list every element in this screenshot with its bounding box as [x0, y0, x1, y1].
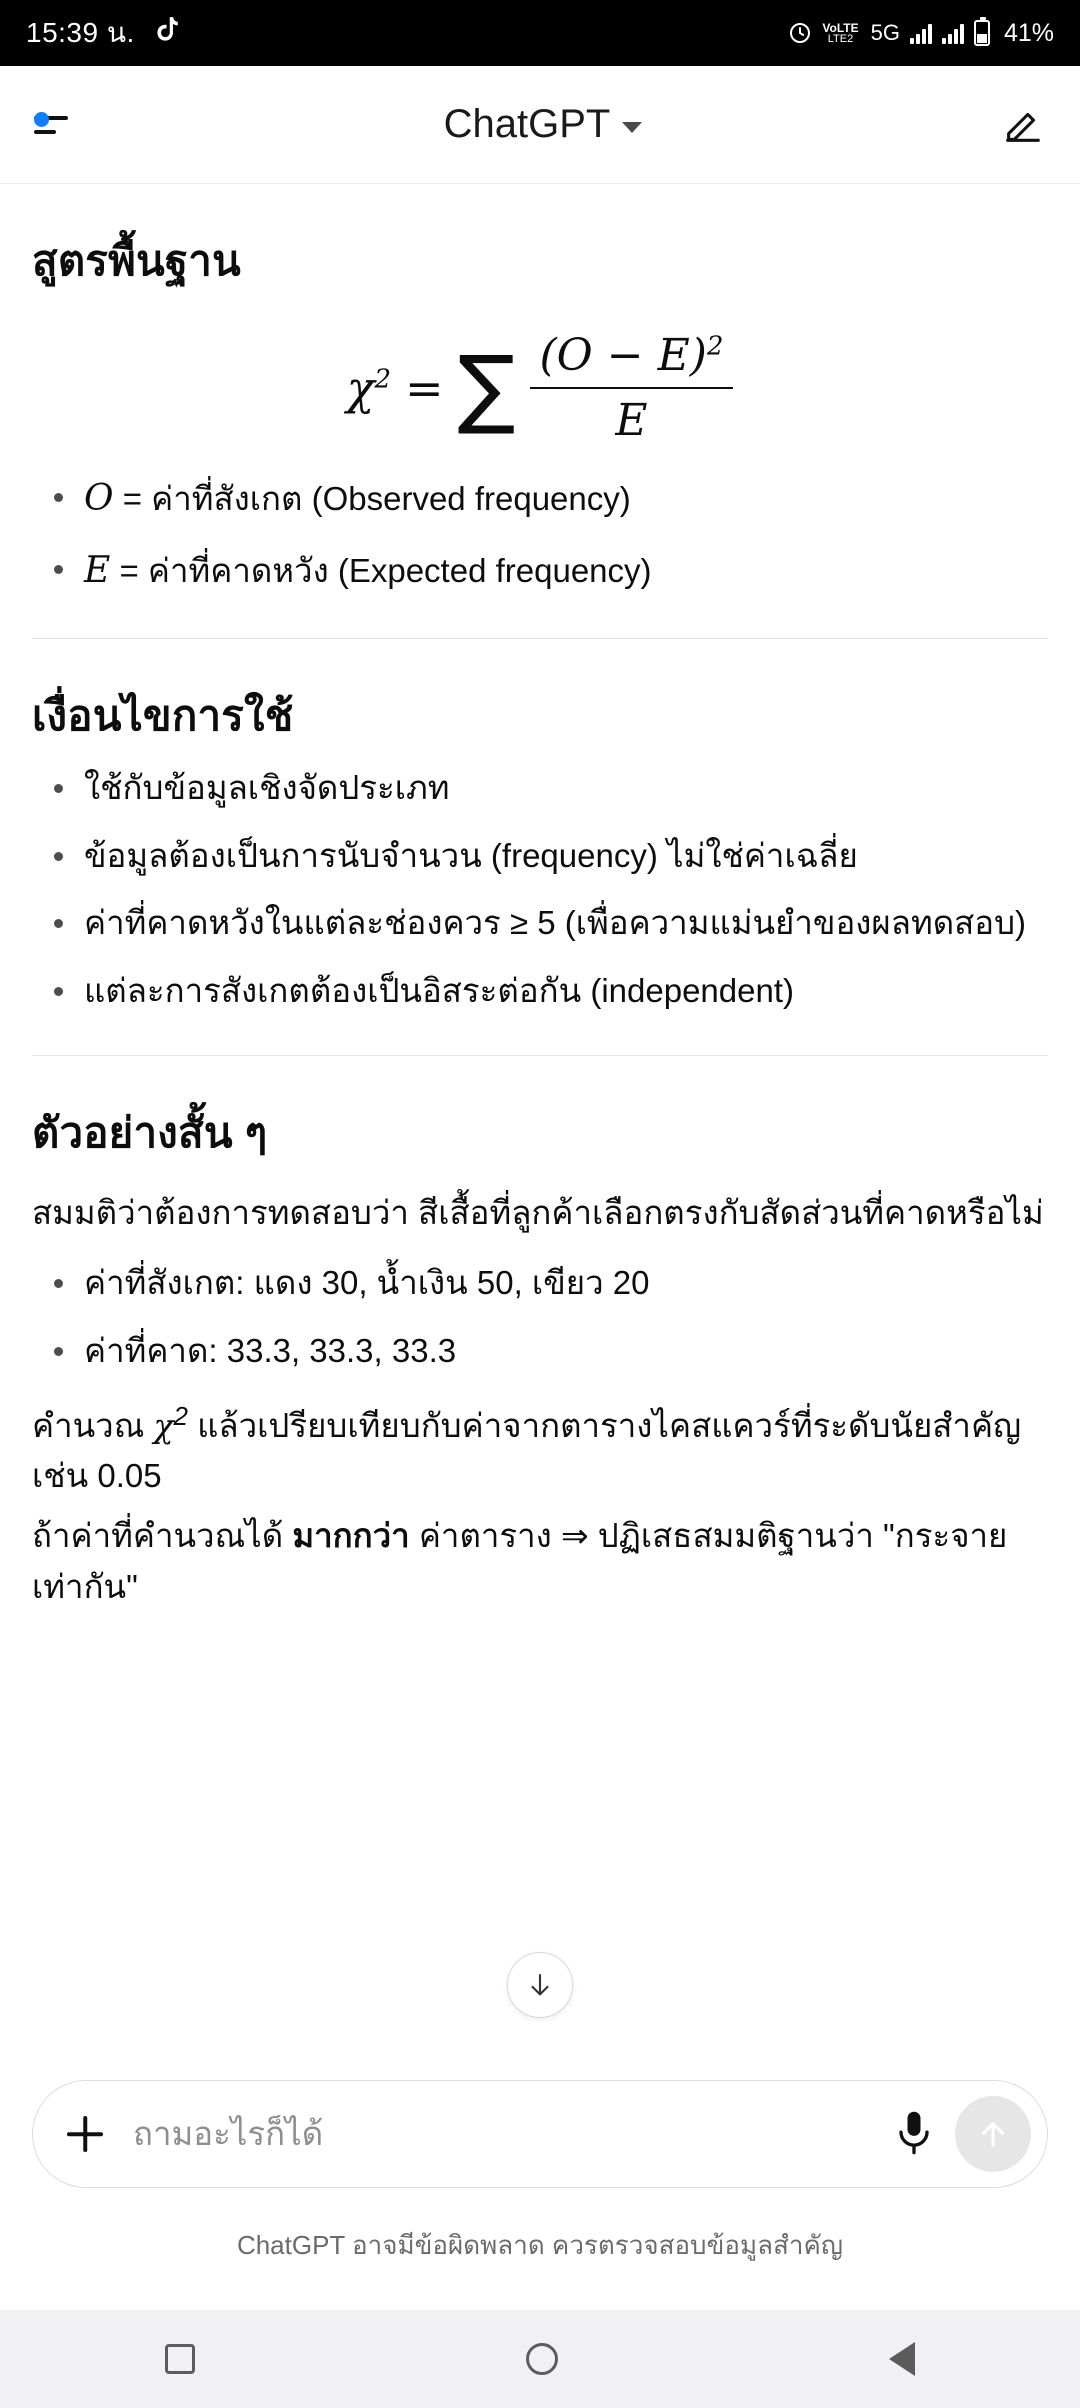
chi-symbol: χ: [153, 1406, 174, 1446]
status-bar: [0, 0, 1080, 66]
microphone-icon[interactable]: [891, 2108, 937, 2160]
volte-indicator: [822, 22, 858, 45]
recents-square-icon[interactable]: [165, 2344, 195, 2374]
divider: [32, 638, 1048, 639]
conditions-list: [32, 763, 1048, 1015]
chi-square-formula: [32, 330, 1048, 446]
status-bar-right: [788, 19, 1054, 48]
closing-2-tail: ค่าตาราง ⇒ ปฏิเสธสมมติฐานว่า "กระจายเท่ากัน": [32, 1517, 1008, 1605]
formula-denominator: E: [615, 395, 648, 446]
closing-2-emphasis: มากกว่า: [292, 1517, 410, 1555]
example-list: [32, 1258, 1048, 1375]
network-type-label: 5G: [870, 20, 900, 45]
definition-text: = ค่าที่คาดหวัง (Expected frequency): [119, 552, 652, 589]
definition-list: [32, 472, 1048, 598]
alarm-icon: [788, 21, 812, 45]
tiktok-icon: [153, 16, 179, 51]
back-triangle-icon[interactable]: [889, 2342, 915, 2376]
system-navigation-bar: [0, 2310, 1080, 2408]
closing-1-tail: แล้วเปรียบเทียบกับค่าจากตารางไคสแควร์ที่ระดับนัยสำคัญ เช่น 0.05: [32, 1407, 1022, 1495]
section-title-conditions: เงื่อนไขการใช้: [32, 692, 294, 739]
definition-symbol: E: [84, 550, 111, 591]
volte-sub: LTE2: [827, 32, 854, 45]
section-title-example: ตัวอย่างสั้น ๆ: [32, 1109, 268, 1156]
send-button[interactable]: [955, 2096, 1031, 2172]
divider: [32, 1055, 1048, 1056]
send-arrow-up-icon: [974, 2115, 1012, 2153]
signal-bars-sim1-icon: [910, 22, 932, 44]
example-intro: สมมติว่าต้องการทดสอบว่า สีเสื้อที่ลูกค้าเลือกตรงกับสัดส่วนที่คาดหรือไม่: [32, 1194, 1044, 1231]
formula-lhs: $\chi^2$: [346, 361, 391, 415]
list-item: แต่ละการสังเกตต้องเป็นอิสระต่อกัน (independent): [32, 966, 1048, 1016]
list-item: ใช้กับข้อมูลเชิงจัดประเภท: [32, 763, 1048, 813]
status-bar-left: [26, 11, 179, 55]
plus-icon[interactable]: [59, 2108, 111, 2160]
list-item: ข้อมูลต้องเป็นการนับจำนวน (frequency) ไม่ใช่ค่าเฉลี่ย: [32, 831, 1048, 881]
home-circle-icon[interactable]: [526, 2343, 558, 2375]
message-input[interactable]: [111, 2115, 891, 2153]
composer-bar: [0, 2080, 1080, 2188]
definition-text: = ค่าที่สังเกต (Observed frequency): [122, 480, 631, 517]
summation-symbol: ∑: [457, 337, 516, 438]
battery-icon: [974, 20, 990, 46]
signal-bars-sim2-icon: [942, 22, 964, 44]
page-title: ChatGPT: [443, 102, 611, 146]
status-time: 15:39 น.: [26, 17, 135, 48]
list-item: ค่าที่สังเกต: แดง 30, น้ำเงิน 50, เขียว 20: [32, 1258, 1048, 1308]
chevron-down-icon[interactable]: [622, 122, 642, 133]
volte-label: VoLTE: [822, 20, 859, 35]
notification-dot-icon: [34, 112, 49, 127]
closing-2-lead: ถ้าค่าที่คำนวณได้: [32, 1517, 293, 1555]
menu-icon[interactable]: [34, 108, 86, 142]
disclaimer-text: ChatGPT อาจมีข้อผิดพลาด ควรตรวจสอบข้อมูลสำคัญ: [236, 2230, 844, 2260]
formula-equals: =: [405, 361, 444, 415]
arrow-down-icon: [525, 1970, 555, 2000]
chi-exponent: 2: [173, 1401, 188, 1432]
list-item: ค่าที่คาด: 33.3, 33.3, 33.3: [32, 1326, 1048, 1376]
formula-fraction: [530, 330, 734, 446]
compose-icon[interactable]: [1000, 102, 1046, 148]
closing-paragraph-2: [32, 1511, 1048, 1611]
section-title-formula: สูตรพื้นฐาน: [32, 237, 241, 284]
message-content: [0, 228, 1080, 1612]
closing-1-lead: คำนวณ: [32, 1407, 154, 1445]
scroll-to-bottom-button[interactable]: [507, 1952, 573, 2018]
definition-symbol: O: [84, 478, 114, 519]
composer[interactable]: [32, 2080, 1048, 2188]
header-title-group[interactable]: [444, 102, 643, 147]
list-item: [32, 544, 1048, 598]
closing-paragraph-1: [32, 1397, 1048, 1501]
list-item: [32, 472, 1048, 526]
formula-numerator: $(O - E)^2$: [530, 330, 734, 389]
list-item: ค่าที่คาดหวังในแต่ละช่องควร ≥ 5 (เพื่อความแม่นยำของผลทดสอบ): [32, 898, 1048, 948]
battery-percent: 41%: [1003, 18, 1054, 47]
app-header: [0, 66, 1080, 184]
